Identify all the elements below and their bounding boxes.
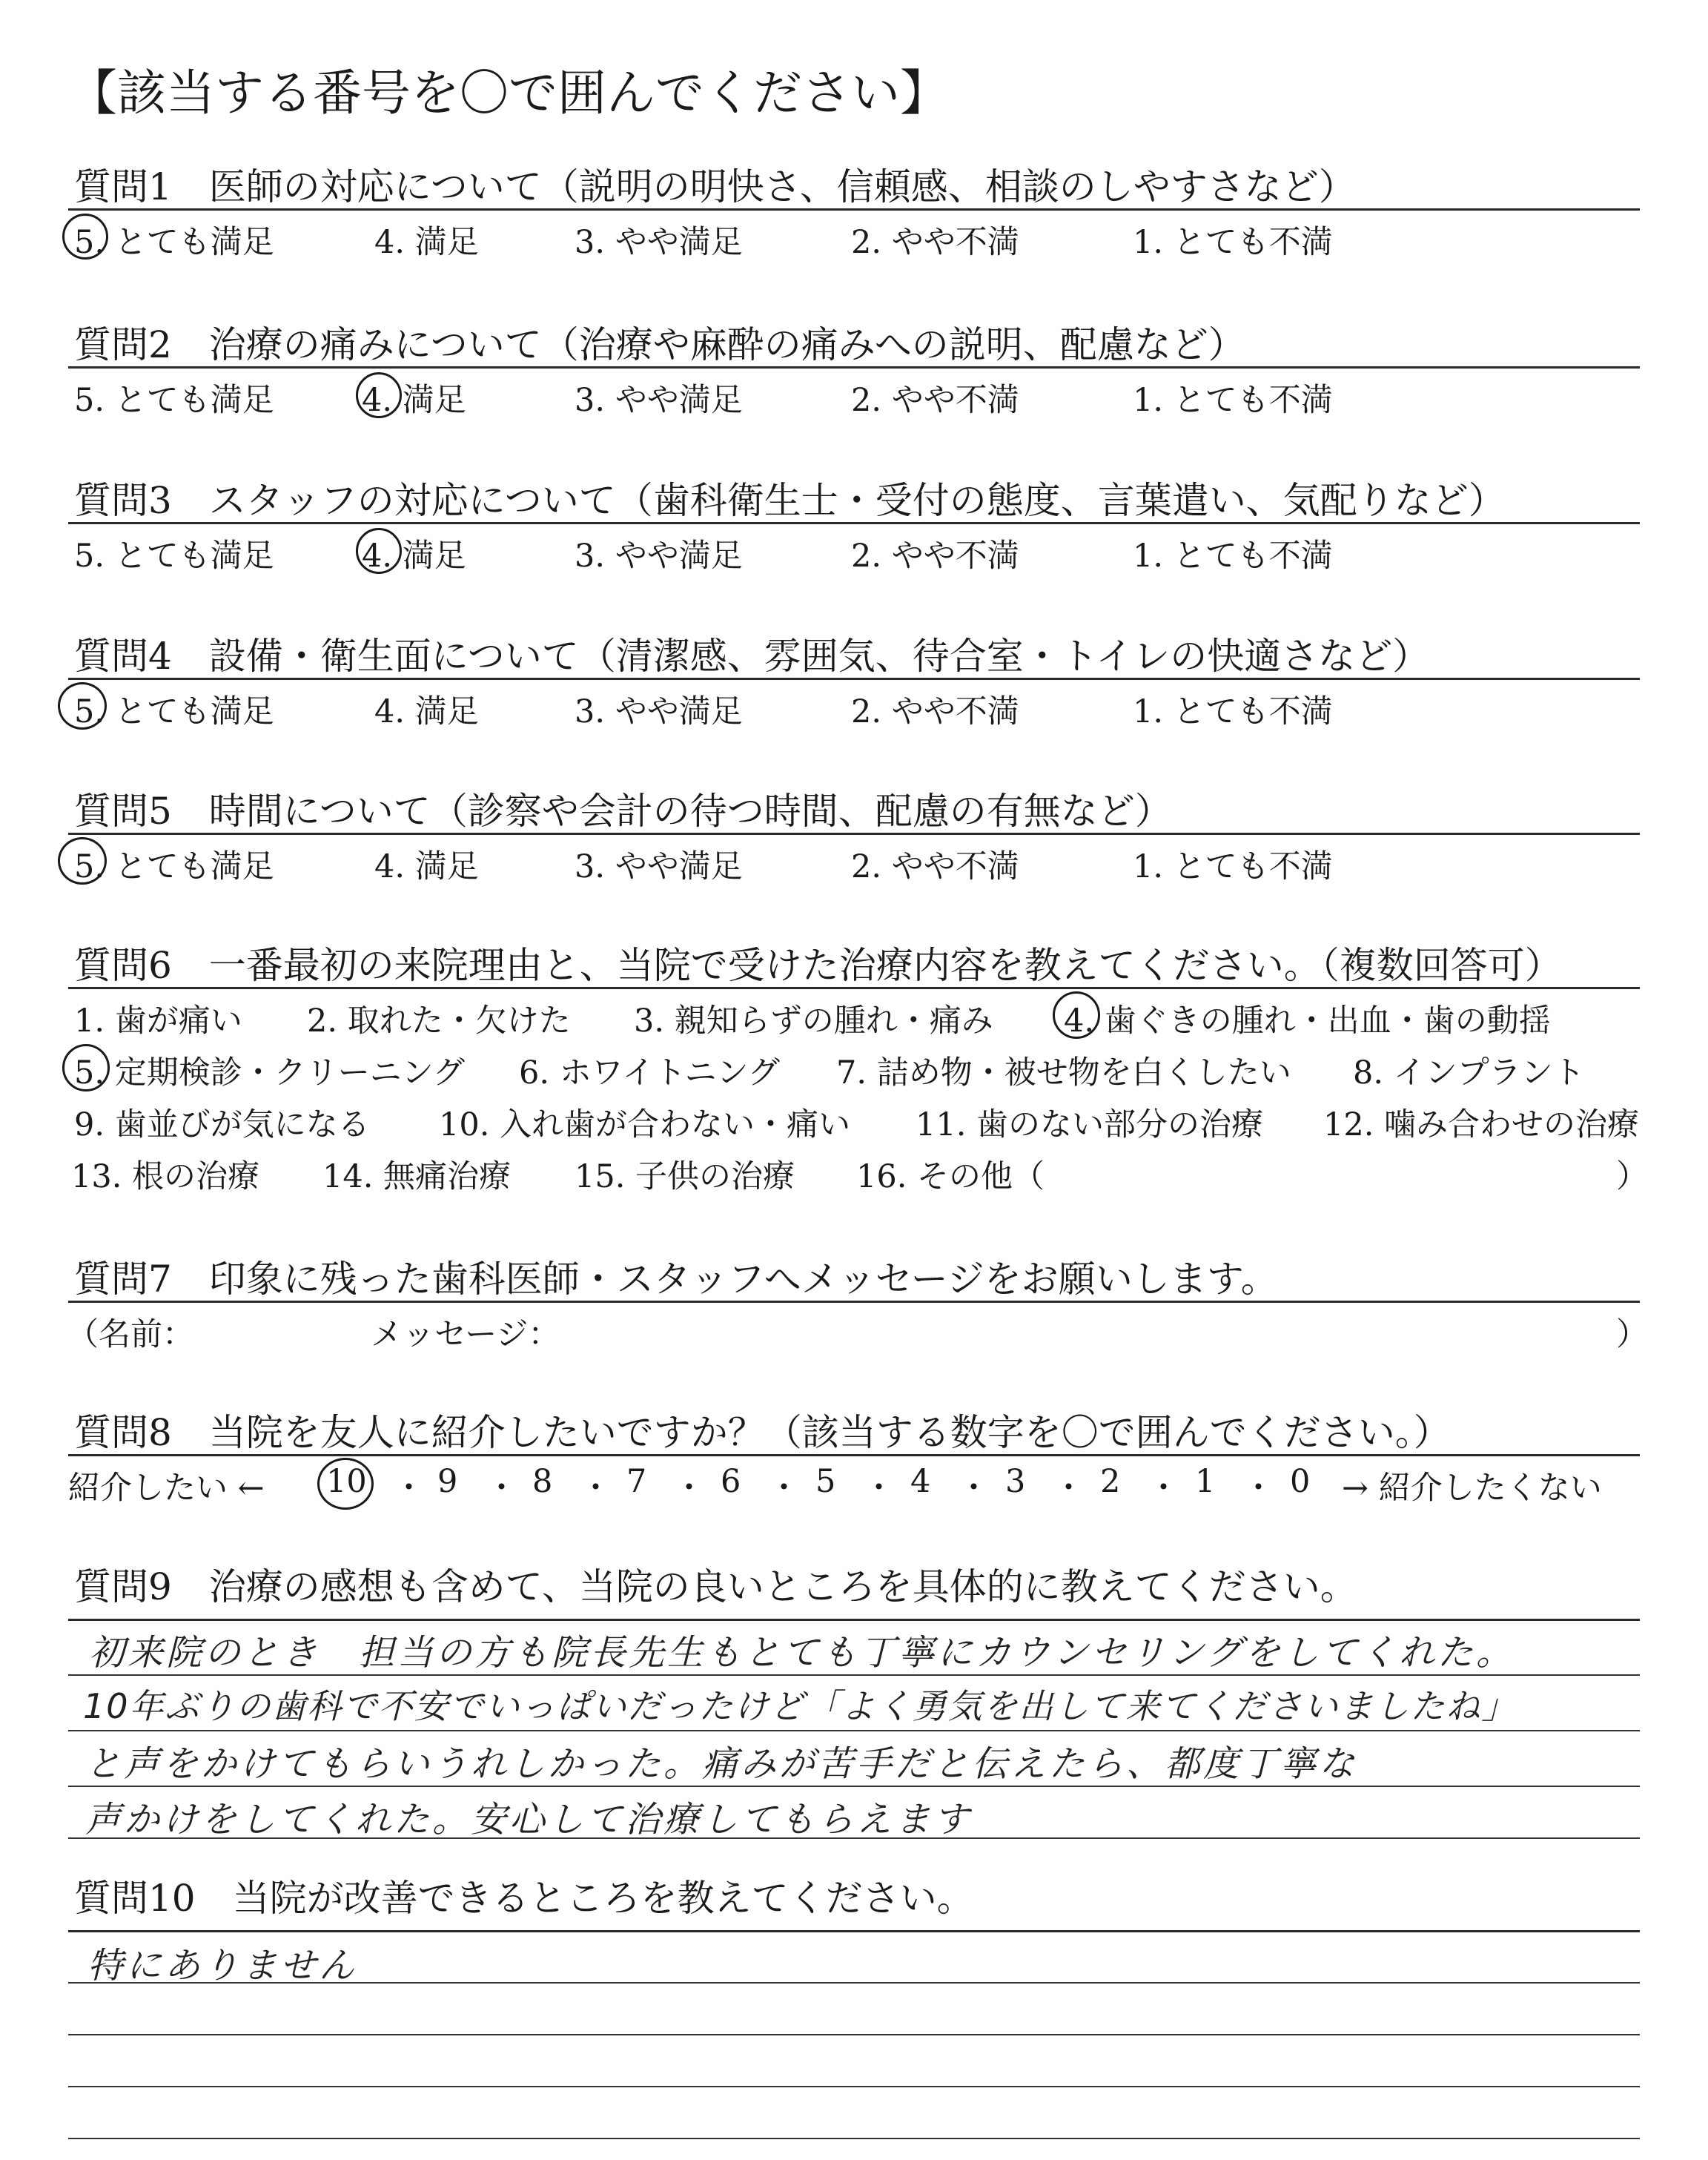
q9-answer-line-2: 10年ぶりの歯科で不安でいっぱいだったけど「よく勇気を出して来てくださいましたね」	[83, 1686, 1517, 1726]
scale-2[interactable]: 2	[1100, 1463, 1121, 1500]
scale-separator: ・	[580, 1470, 612, 1507]
q5-option-5[interactable]: 5. とても満足	[74, 848, 274, 885]
scale-8[interactable]: 8	[532, 1463, 553, 1500]
divider	[68, 522, 1640, 524]
scale-5[interactable]: 5	[815, 1463, 836, 1500]
question-4: 質問4 設備・衛生面について（清潔感、雰囲気、待合室・トイレの快適さなど）	[74, 635, 1430, 678]
scale-separator: ・	[958, 1470, 990, 1507]
q5-option-2[interactable]: 2. やや不満	[851, 848, 1019, 885]
q10-answer-line-1: 特にありません	[87, 1945, 358, 1986]
q4-option-4[interactable]: 4. 満足	[374, 693, 479, 730]
scale-6[interactable]: 6	[721, 1463, 741, 1500]
q5-option-4[interactable]: 4. 満足	[374, 848, 479, 885]
q4-option-2[interactable]: 2. やや不満	[851, 693, 1019, 730]
q1-option-2[interactable]: 2. やや不満	[851, 224, 1019, 261]
question-9: 質問9 治療の感想も含めて、当院の良いところを具体的に教えてください。	[74, 1565, 1357, 1608]
scale-10[interactable]: 10	[326, 1463, 367, 1500]
close-paren: ）	[1616, 1158, 1648, 1195]
selection-circle	[356, 372, 402, 418]
scale-3[interactable]: 3	[1005, 1463, 1026, 1500]
q6-option-11[interactable]: 11. 歯のない部分の治療	[916, 1106, 1264, 1143]
q6-option-5[interactable]: 5. 定期検診・クリーニング	[74, 1054, 465, 1091]
q6-option-16[interactable]: 16. その他（	[856, 1158, 1045, 1195]
q6-option-14[interactable]: 14. 無痛治療	[322, 1158, 512, 1195]
q1-option-5[interactable]: 5. とても満足	[74, 224, 274, 261]
answer-line	[68, 2086, 1640, 2087]
q6-option-9[interactable]: 9. 歯並びが気になる	[74, 1106, 370, 1143]
question-1: 質問1 医師の対応について（説明の明快さ、信頼感、相談のしやすさなど）	[74, 165, 1356, 208]
divider	[68, 987, 1640, 989]
q1-option-1[interactable]: 1. とても不満	[1133, 224, 1333, 261]
scale-0[interactable]: 0	[1290, 1463, 1311, 1500]
q2-option-3[interactable]: 3. やや満足	[575, 382, 743, 419]
selection-circle	[62, 214, 108, 260]
selection-circle	[62, 1044, 110, 1091]
scale-separator: ・	[1148, 1470, 1179, 1507]
scale-separator: ・	[486, 1470, 517, 1507]
q2-option-5[interactable]: 5. とても満足	[74, 382, 274, 419]
selection-circle	[58, 682, 107, 730]
q9-answer-line-1: 初来院のとき 担当の方も院長先生もとても丁寧にカウンセリングをしてくれた。	[89, 1632, 1515, 1674]
answer-line	[68, 2138, 1640, 2139]
message-label: メッセージ：	[371, 1316, 560, 1353]
selection-circle	[58, 837, 107, 885]
question-8: 質問8 当院を友人に紹介したいですか？（該当する数字を〇で囲んでください。）	[74, 1411, 1451, 1454]
scale-separator: ・	[393, 1470, 425, 1507]
q4-option-3[interactable]: 3. やや満足	[575, 693, 743, 730]
q6-option-6[interactable]: 6. ホワイトニング	[519, 1054, 780, 1091]
divider	[68, 1301, 1640, 1303]
scale-1[interactable]: 1	[1195, 1463, 1216, 1500]
divider	[68, 366, 1640, 369]
divider	[68, 1930, 1640, 1932]
question-10: 質問10 当院が改善できるところを教えてください。	[74, 1877, 974, 1920]
q3-option-2[interactable]: 2. やや不満	[851, 538, 1019, 575]
q1-option-3[interactable]: 3. やや満足	[575, 224, 743, 261]
answer-line	[68, 1730, 1640, 1731]
q2-option-2[interactable]: 2. やや不満	[851, 382, 1019, 419]
q5-option-1[interactable]: 1. とても不満	[1133, 848, 1333, 885]
name-label: （名前：	[67, 1316, 194, 1353]
divider	[68, 208, 1640, 211]
divider	[68, 1454, 1640, 1456]
q6-option-10[interactable]: 10. 入れ歯が合わない・痛い	[439, 1106, 851, 1143]
scale-separator: ・	[1242, 1470, 1274, 1507]
selection-circle	[317, 1458, 374, 1510]
q3-option-1[interactable]: 1. とても不満	[1133, 538, 1333, 575]
q1-option-4[interactable]: 4. 満足	[374, 224, 479, 261]
q6-option-2[interactable]: 2. 取れた・欠けた	[307, 1003, 571, 1040]
scale-separator: ・	[768, 1470, 800, 1507]
page-title: 【該当する番号を〇で囲んでください】	[68, 65, 949, 122]
scale-separator: ・	[1053, 1470, 1085, 1507]
q4-option-1[interactable]: 1. とても不満	[1133, 693, 1333, 730]
selection-circle	[1053, 991, 1100, 1039]
q3-option-5[interactable]: 5. とても満足	[74, 538, 274, 575]
question-2: 質問2 治療の痛みについて（治療や麻酔の痛みへの説明、配慮など）	[74, 323, 1245, 366]
q2-option-1[interactable]: 1. とても不満	[1133, 382, 1333, 419]
scale-separator: ・	[673, 1470, 705, 1507]
q6-option-3[interactable]: 3. 親知らずの腫れ・痛み	[634, 1003, 993, 1040]
question-3: 質問3 スタッフの対応について（歯科衛生士・受付の態度、言葉遣い、気配りなど）	[74, 479, 1506, 522]
q6-option-13[interactable]: 13. 根の治療	[71, 1158, 260, 1195]
q6-option-7[interactable]: 7. 詰め物・被せ物を白くしたい	[836, 1054, 1291, 1091]
q6-option-12[interactable]: 12. 噛み合わせの治療	[1323, 1106, 1640, 1143]
q2-option-4[interactable]: 4. 満足	[362, 382, 466, 419]
q9-answer-line-4: 声かけをしてくれた。安心して治療してもらえます	[85, 1799, 973, 1840]
question-7: 質問7 印象に残った歯科医師・スタッフへメッセージをお願いします。	[74, 1258, 1278, 1301]
q4-option-5[interactable]: 5. とても満足	[74, 693, 274, 730]
question-5: 質問5 時間について（診察や会計の待つ時間、配慮の有無など）	[74, 790, 1172, 833]
q6-option-4[interactable]: 4. 歯ぐきの腫れ・出血・歯の動揺	[1064, 1003, 1551, 1040]
recommend-right-label: → 紹介したくない	[1342, 1470, 1602, 1507]
q6-option-8[interactable]: 8. インプラント	[1353, 1054, 1585, 1091]
selection-circle	[356, 528, 402, 574]
q3-option-4[interactable]: 4. 満足	[362, 538, 466, 575]
scale-4[interactable]: 4	[910, 1463, 931, 1500]
q5-option-3[interactable]: 3. やや満足	[575, 848, 743, 885]
q6-option-15[interactable]: 15. 子供の治療	[575, 1158, 795, 1195]
question-6: 質問6 一番最初の来院理由と、当院で受けた治療内容を教えてください。（複数回答可）	[74, 944, 1562, 987]
divider	[68, 833, 1640, 835]
answer-line	[68, 2034, 1640, 2035]
recommend-left-label: 紹介したい ←	[68, 1470, 265, 1507]
q6-option-1[interactable]: 1. 歯が痛い	[74, 1003, 242, 1040]
q3-option-3[interactable]: 3. やや満足	[575, 538, 743, 575]
scale-9[interactable]: 9	[437, 1463, 458, 1500]
divider	[68, 1619, 1640, 1621]
scale-separator: ・	[863, 1470, 895, 1507]
close-paren: ）	[1616, 1316, 1648, 1353]
q9-answer-line-3: と声をかけてもらいうれしかった。痛みが苦手だと伝えたら、都度丁寧な	[85, 1743, 1358, 1785]
scale-7[interactable]: 7	[626, 1463, 647, 1500]
divider	[68, 678, 1640, 680]
